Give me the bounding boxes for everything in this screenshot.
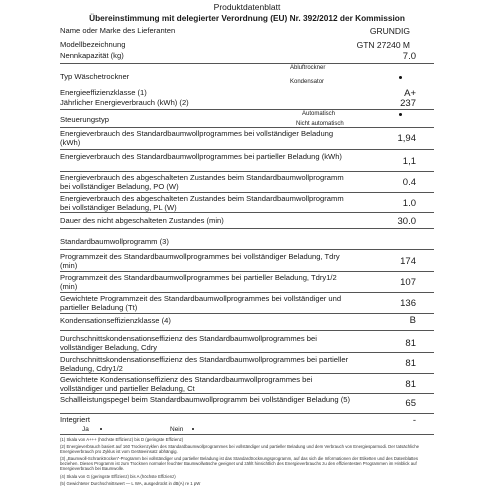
divider <box>60 352 434 353</box>
footnote-4: (4) Skala von G (geringste Effizienz) bis A (höchste Effizienz) <box>60 474 176 479</box>
energy-class-value: A+ <box>404 88 416 99</box>
tdry-half-value: 107 <box>400 277 416 288</box>
integrated-value: - <box>412 415 416 426</box>
divider <box>60 109 434 110</box>
tdry-label: Programmzeit des Standardbaumwollprogrammes bei vollständiger Beladung, Tdry (min) <box>60 252 340 270</box>
divider <box>60 149 434 150</box>
dryer-type-label: Typ Wäschetrockner <box>60 72 130 81</box>
footnote-1: (1) Skala von A+++ (höchste Effizienz) bis D (geringste Effizienz) <box>60 437 184 442</box>
tt-value: 136 <box>400 298 416 309</box>
condensation-class-value: B <box>409 315 416 326</box>
annual-energy-value: 237 <box>400 98 416 109</box>
divider <box>60 192 434 193</box>
cdry-label: Durchschnittskondensationseffizienz des Standardbaumwollprogrammes bei vollständiger Beladung, Cdry <box>60 334 317 352</box>
footnote-3: (3) „Baumwoll-Schranktrocken“-Programm bei vollständiger und partieller Beladung ist das Standardtrocknungsprogramm, auf das sich die Informationen der Etiketten und des Datenblattes beziehen. Dieses Programm ist zum Trocknen normaler feuchter Baumwollwäsche geeignet und zählt hinsichtlich des Energieverbrauchs zu den effizientesten Programmen im Hinblick auf Energieverbrauch bei Baumwolle. <box>60 456 419 472</box>
cdry-value: 81 <box>405 338 416 349</box>
energy-class-label: Energieeffizienzklasse (1) <box>60 88 147 97</box>
sheet-title: Produktdatenblatt <box>213 2 281 12</box>
automatic-dot <box>399 113 402 116</box>
duration-off-value: 30.0 <box>397 216 416 227</box>
energy-full-value: 1,94 <box>397 133 416 144</box>
ct-value: 81 <box>405 379 416 390</box>
dryer-type-option-condenser: Kondensator <box>290 79 325 85</box>
capacity-value: 7.0 <box>402 51 416 62</box>
divider <box>60 212 434 213</box>
divider <box>60 434 434 435</box>
dryer-type-option-vented: Abluftrockner <box>290 65 326 71</box>
divider <box>60 271 434 272</box>
divider <box>60 330 434 331</box>
noise-label: Schallleistungspegel beim Standardbaumwollprogramm bei vollständiger Beladung (5) <box>60 395 350 404</box>
tdry-value: 174 <box>400 256 416 267</box>
divider <box>60 228 434 229</box>
ct-label: Gewichtete Kondensationseffizienz des Standardbaumwollprogrammes bei vollständiger und partieller Beladung, Ct <box>60 375 313 393</box>
divider <box>60 413 434 414</box>
divider <box>60 393 434 394</box>
condenser-dot <box>399 76 402 79</box>
divider <box>60 63 434 64</box>
cdry-half-value: 81 <box>405 358 416 369</box>
divider <box>60 313 434 314</box>
footnote-5: (5) Gewichteter Durchschnittswert — L WA, ausgedrückt in dB(A) re 1 pW <box>60 481 201 486</box>
model-value: GTN 27240 M <box>356 40 410 50</box>
tdry-half-label: Programmzeit des Standardbaumwollprogrammes bei partieller Beladung, Tdry1/2 (min) <box>60 273 337 291</box>
energy-full-label: Energieverbrauch des Standardbaumwollprogrammes bei vollständiger Beladung (kWh) <box>60 129 334 147</box>
divider <box>60 373 434 374</box>
left-on-pl-value: 1.0 <box>402 198 416 209</box>
energy-partial-value: 1,1 <box>402 156 416 167</box>
divider <box>60 249 434 250</box>
energy-partial-label: Energieverbrauch des Standardbaumwollprogrammes bei partieller Beladung (kWh) <box>60 152 342 161</box>
off-mode-po-value: 0.4 <box>402 177 416 188</box>
integrated-label: Integriert <box>60 415 90 424</box>
annual-energy-label: Jährlicher Energieverbrauch (kWh) (2) <box>60 98 189 107</box>
integrated-no-label: Nein <box>170 426 184 433</box>
tt-label: Gewichtete Programmzeit des Standardbaumwollprogrammes bei vollständiger und partieller Beladung (Tt) <box>60 294 342 312</box>
noise-value: 65 <box>405 398 416 409</box>
capacity-label: Nennkapazität (kg) <box>60 51 124 60</box>
off-mode-po-label: Energieverbrauch des abgeschalteten Zustandes beim Standardbaumwollprogramm bei vollständiger Beladung, PO (W) <box>60 173 344 191</box>
sheet-subtitle: Übereinstimmung mit delegierter Verordnung (EU) Nr. 392/2012 der Kommission <box>89 13 405 23</box>
cdry-half-label: Durchschnittskondensationseffizienz des Standardbaumwollprogrammes bei partieller Beladung, Cdry1/2 <box>60 355 349 373</box>
supplier-value: GRUNDIG <box>369 26 410 36</box>
integrated-yes-label: Ja <box>82 426 89 433</box>
footnote-2: (2) Energieverbrauch basiert auf 160 Trockenzyklen des Standardbaumwollprogrammes bei vollständiger und partieller Beladung und dem Verbrauch von Energiesparmodi. Der tatsächliche Energieverbrauch pro Zyklus ist vom Geräteeinsatz abhängig. <box>60 444 419 455</box>
left-on-pl-label: Energieverbrauch des abgeschalteten Zustandes beim Standardbaumwollprogramm bei vollständiger Beladung, PL (W) <box>60 194 344 212</box>
control-option-manual: Nicht automatisch <box>296 121 344 127</box>
condensation-class-label: Kondensationseffizienzklasse (4) <box>60 316 171 325</box>
divider <box>60 292 434 293</box>
standard-program-label: Standardbaumwollprogramm (3) <box>60 237 169 246</box>
duration-off-label: Dauer des nicht abgeschalteten Zustandes (min) <box>60 216 224 225</box>
model-label: Modellbezeichnung <box>60 40 126 49</box>
control-type-label: Steuerungstyp <box>60 115 109 124</box>
integrated-no-dot <box>192 428 194 430</box>
control-option-automatic: Automatisch <box>302 111 336 117</box>
divider <box>60 127 434 128</box>
product-data-sheet <box>60 0 434 500</box>
integrated-yes-dot <box>100 428 102 430</box>
supplier-label: Name oder Marke des Lieferanten <box>60 26 176 35</box>
divider <box>60 171 434 172</box>
